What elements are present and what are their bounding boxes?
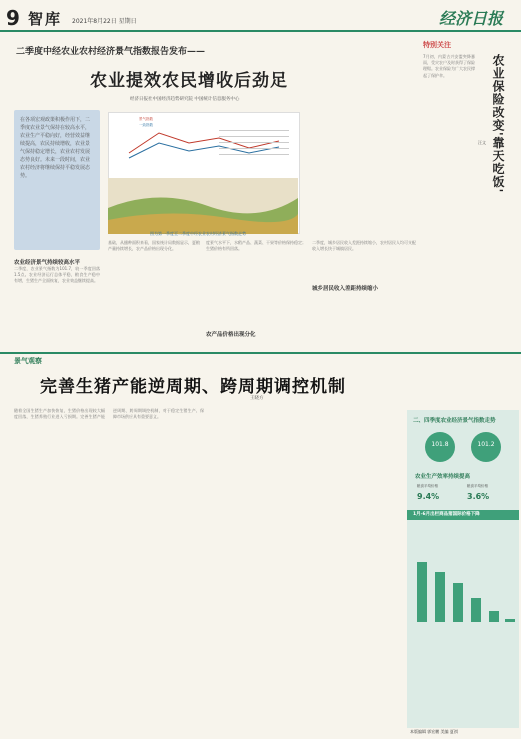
bar-apr — [471, 598, 481, 622]
page-number: 9 — [6, 6, 20, 30]
item-value-2: 3.6% — [467, 492, 490, 501]
item-label-2: 粮食平均价格 — [467, 484, 488, 488]
item-value-1: 9.4% — [417, 492, 440, 501]
bar-mar — [453, 583, 463, 622]
footer-credits: 本版编辑 郭宏鹏 美编 夏祺 — [410, 729, 458, 734]
article-2-body: 随着全国生猪生产加快恢复，生猪价格出现较大幅度回落，生猪养殖行业进入亏损期。完善生猪产能逆周期、跨周期调控机制，对于稳定生猪生产、保障市场供应具有重要意义。 — [14, 408, 204, 420]
sidebar-headline: 农业保险改变'靠天吃饭' — [491, 54, 505, 194]
item-label-1: 粮食平均价格 — [417, 484, 438, 488]
article-column-2: 基础，从播种面积来看，国家统计局数据显示，夏粮产量持续增长，农产品价格出现分化。 — [108, 240, 200, 252]
article-column-4: 二季度，城乡居民收入差距持续缩小，农村居民人均可支配收入增长快于城镇居民。 — [312, 240, 416, 252]
index-circle-2: 101.2 — [471, 432, 501, 462]
section-heading-2: 农产品价格出现分化 — [206, 332, 256, 338]
section-heading-3: 城乡居民收入差距持续缩小 — [312, 286, 379, 292]
bar-may — [489, 611, 499, 622]
infographic-sub: 农业生产效率持续提高 — [415, 474, 471, 480]
bar-title: 1月-6月出栏商品猪国际价格下降 — [413, 512, 480, 517]
author-2: 王晓方 — [250, 396, 264, 401]
sidebar-tab: 特别关注 — [423, 41, 451, 49]
bar-feb — [435, 572, 445, 622]
headline: 农业提效农民增收后劲足 — [90, 71, 288, 91]
summary-box — [14, 110, 100, 250]
legend-1: 景气指数 — [139, 117, 153, 121]
field-illustration — [108, 178, 298, 234]
byline: 经济日报社中国经济趋势研究院 中国统计信息服务中心 — [130, 97, 240, 102]
headline-2: 完善生猪产能逆周期、跨周期调控机制 — [40, 377, 346, 397]
section-divider — [0, 352, 521, 354]
column-tag: 景气观察 — [14, 357, 42, 365]
article-column-1: 二季度，农业景气指数为101.7，较一季度回落1.5点。农业经济运行总体平稳，粮食生产稳中有增，生猪生产全面恢复，农业效益继续提高。 — [14, 266, 100, 284]
infographic-title: 二、四季度农业经济景气指数走势 — [413, 418, 496, 424]
article-column-3: 度景气水平下，水稻产品、蔬菜、干果等价格保持稳定；生猪价格有所回落。 — [206, 240, 306, 252]
top-rule — [0, 30, 521, 32]
sidebar-text: 7月初，内蒙古兴安盟突降暴雨，受灾农户及时获得了保险理赔。农业保险为广大农民撑起了保护伞。 — [423, 54, 475, 78]
bar-jun — [505, 619, 515, 622]
sidebar-author: 汪文 — [478, 140, 486, 145]
masthead — [0, 0, 521, 30]
section-heading-1: 农业经济景气持续较高水平 — [14, 260, 81, 266]
legend-2: 一致指数 — [139, 123, 153, 127]
infographic — [407, 410, 519, 728]
section-name: 智库 — [28, 10, 63, 28]
summary-text: 在各项宏观政策积极作用下，二季度农业景气保持在较高水平，农业生产平稳向好，经营效益继续提高，农民持续增收，农业景气保持稳定增长，农业农村发展态势良好。未来一段时间，农业农村经济将继续保持平稳发展态势。 — [20, 117, 91, 179]
issue-date: 2021年8月22日 星期日 — [72, 18, 137, 25]
chart-caption: 图为第一季度至二季度中经农业农村经济景气指数走势 — [150, 231, 246, 236]
indicator-table — [219, 125, 289, 165]
bar-jan — [417, 562, 427, 622]
index-circle-1: 101.8 — [425, 432, 455, 462]
newspaper-logo: 经济日报 — [438, 9, 503, 28]
bar-chart — [407, 522, 519, 722]
subheadline: 二季度中经农业农村经济景气指数报告发布—— — [16, 47, 206, 57]
